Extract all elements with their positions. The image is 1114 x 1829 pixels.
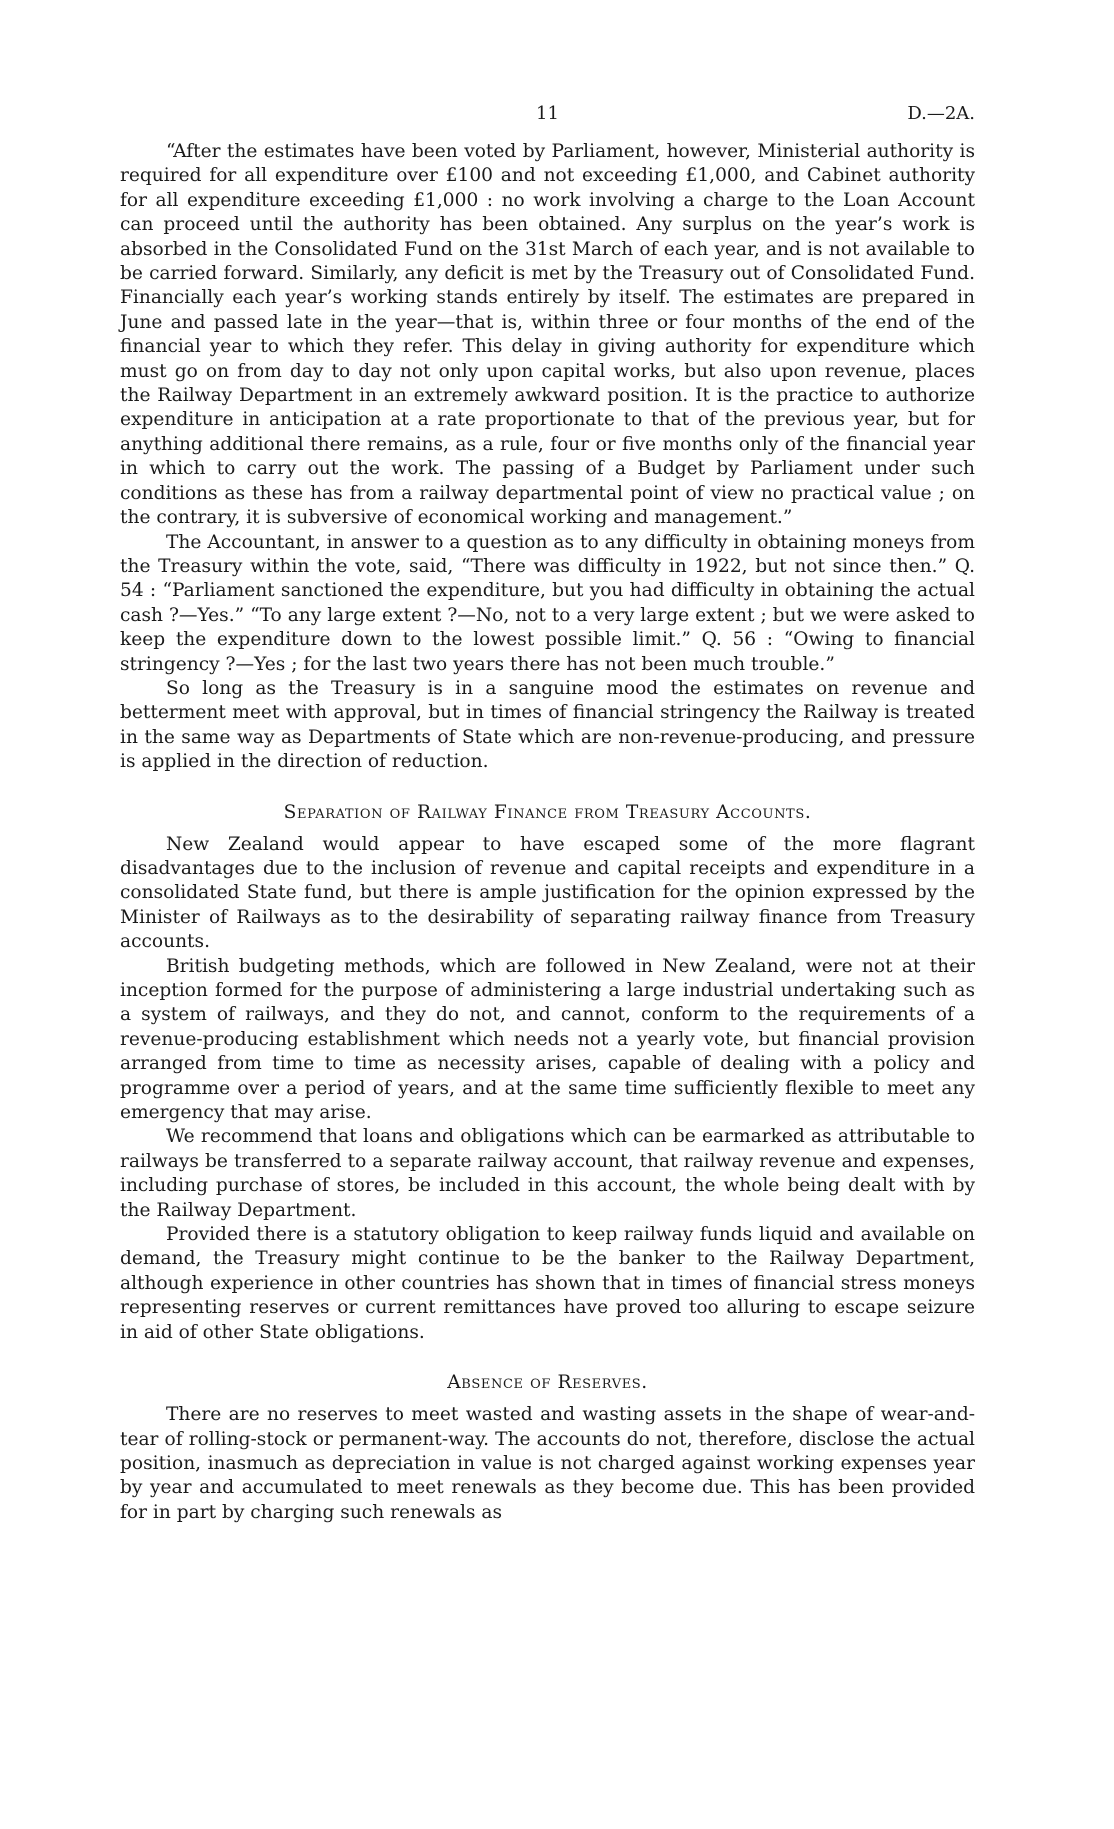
paragraph: Provided there is a statutory obligation to keep railway funds liquid and available on demand, the Treasury might continue to be the banker to the Railway Department, although experience in other countries has shown that in times of financial stress moneys representing reserves or current remittances have proved too alluring to escape seizure in aid of other State obligations.	[120, 1224, 975, 1343]
paragraph: British budgeting methods, which are followed in New Zealand, were not at their inception formed for the purpose of administering a large industrial undertaking such as a system of railways, and they do not, and cannot, conform to the requirements of a revenue-producing establishment which needs not a yearly vote, but financial provision arranged from time to time as necessity arises, capable of dealing with a policy and programme over a period of years, and at the same time sufficiently flexible to meet any emergency that may arise.	[120, 955, 975, 1124]
page-number: 11	[536, 103, 559, 124]
section-heading-separation: Separation of Railway Finance from Treasury Accounts.	[283, 801, 812, 823]
paragraph: We recommend that loans and obligations which can be earmarked as attributable to railways be transferred to a separate railway account, that railway revenue and expenses, including purchase of stores, be included in this account, the whole being dealt with by the Railway Department.	[120, 1126, 975, 1221]
paragraph-accountant: The Accountant, in answer to a question as to any difficulty in obtaining moneys from the Treasury within the vote, said, “There was difficulty in 1922, but not since then.” Q. 54 : “Parliament sanctioned the expenditure, but you had difficulty in obtaining the actual cash ?—Yes.” “To any large extent ?—No, not to a very large extent ; but we were asked to keep the expenditure down to the lowest possible limit.” Q. 56 : “Owing to financial stringency ?—Yes ; for the last two years there has not been much trouble.”	[120, 531, 975, 675]
page-header	[120, 103, 975, 131]
paragraph-quote: “After the estimates have been voted by Parliament, however, Ministerial authority is required for all expenditure over £100 and not exceeding £1,000, and Cabinet authority for all expenditure exceeding £1,000 : no work involving a charge to the Loan Account can proceed until the authority has been obtained. Any surplus on the year’s work is absorbed in the Consolidated Fund on the 31st March of each year, and is not available to be carried forward. Similarly, any deficit is met by the Treasury out of Consolidated Fund. Financially each year’s working stands entirely by itself. The estimates are prepared in June and passed late in the year—that is, within three or four months of the end of the financial year to which they refer. This delay in giving authority for expenditure which must go on from day to day not only upon capital works, but also upon revenue, places the Railway Department in an extremely awkward position. It is the practice to authorize expenditure in anticipation at a rate proportionate to that of the previous year, but for anything additional there remains, as a rule, four or five months only of the financial year in which to carry out the work. The passing of a Budget by Parliament under such conditions as these has from a railway departmental point of view no practical value ; on the contrary, it is subversive of economical working and management.”	[120, 141, 975, 529]
paragraph: New Zealand would appear to have escaped some of the more flagrant disadvantages due to the inclusion of revenue and capital receipts and expenditure in a consolidated State fund, but there is ample justification for the opinion expressed by the Minister of Railways as to the desirability of separating railway finance from Treasury accounts.	[120, 833, 975, 953]
section-heading-reserves: Absence of Reserves.	[447, 1372, 648, 1394]
paragraph: There are no reserves to meet wasted and wasting assets in the shape of wear-and-tear of rolling-stock or permanent-way. The accounts do not, therefore, disclose the actual position, inasmuch as depreciation in value is not charged against working expenses year by year and accumulated to meet renewals as they become due. This has been provided for in part by charging such renewals as	[120, 1404, 975, 1523]
paragraph-treasury-mood: So long as the Treasury is in a sanguine mood the estimates on revenue and betterment meet with approval, but in times of financial stringency the Railway is treated in the same way as Departments of State which are non-revenue-producing, and pressure is applied in the direction of reduction.	[120, 677, 975, 773]
document-body	[120, 140, 975, 1525]
document-reference: D.—2A.	[907, 103, 975, 124]
